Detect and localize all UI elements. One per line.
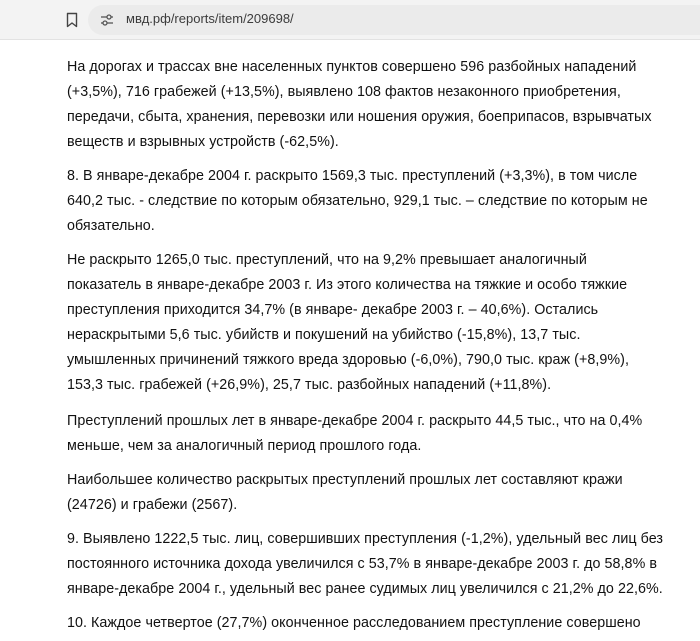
browser-toolbar [0, 0, 700, 40]
paragraph-thefts: Наибольшее количество раскрытых преступлений прошлых лет составляют кражи (24726) и грабежи (2567). [67, 472, 623, 513]
paragraph-persons: 9. Выявлено 1222,5 тыс. лиц, совершивших преступления (-1,2%), удельный вес лиц без постоянного источника дохода увеличился с 53,7% в январе-декабре 2003 г. до 58,8% в январе-декабре 2004 г., удельный вес ранее судимых лиц увеличился с 21,2% до 22,6%. [67, 531, 664, 597]
paragraph-solved: 8. В январе-декабре 2004 г. раскрыто 1569,3 тыс. преступлений (+3,3%), в том числе 640,2 тыс. - следствие по которым обязательно, 929,1 тыс. – следствие по которым не обязательно. [67, 168, 648, 234]
paragraph-roads: На дорогах и трассах вне населенных пунктов совершено 596 разбойных нападений (+3,5%), 716 грабежей (+13,5%), выявлено 108 фактов незаконного приобретения, передачи, сбыта, хранения, перевозки или ношения оружия, боеприпасов, взрывчатых веществ и взрывных устройств (-62,5%). [67, 59, 652, 150]
url-text[interactable]: мвд.рф/reports/item/209698/ [126, 11, 294, 26]
bookmark-icon[interactable] [66, 12, 78, 28]
address-bar[interactable] [88, 5, 700, 35]
paragraph-investigation: 10. Каждое четвертое (27,7%) оконченное расследованием преступление совершено [67, 615, 641, 631]
site-settings-icon[interactable] [100, 13, 114, 27]
paragraph-unsolved: Не раскрыто 1265,0 тыс. преступлений, что на 9,2% превышает аналогичный показатель в январе-декабре 2003 г. Из этого количества на тяжкие и особо тяжкие преступления приходится 34,7% (в январе- декабре 2003 г. – 40,6%). Остались нераскрытыми 5,6 тыс. убийств и покушений на убийство (-15,8%), 13,7 тыс. умышленных причинений тяжкого вреда здоровью (-6,0%), 790,0 тыс. краж (+8,9%), 153,3 тыс. грабежей (+26,9%), 25,7 тыс. разбойных нападений (+11,8%). [67, 252, 630, 393]
paragraph-past-years: Преступлений прошлых лет в январе-декабре 2004 г. раскрыто 44,5 тыс., что на 0,4% меньше, чем за аналогичный период прошлого года. [67, 413, 643, 454]
